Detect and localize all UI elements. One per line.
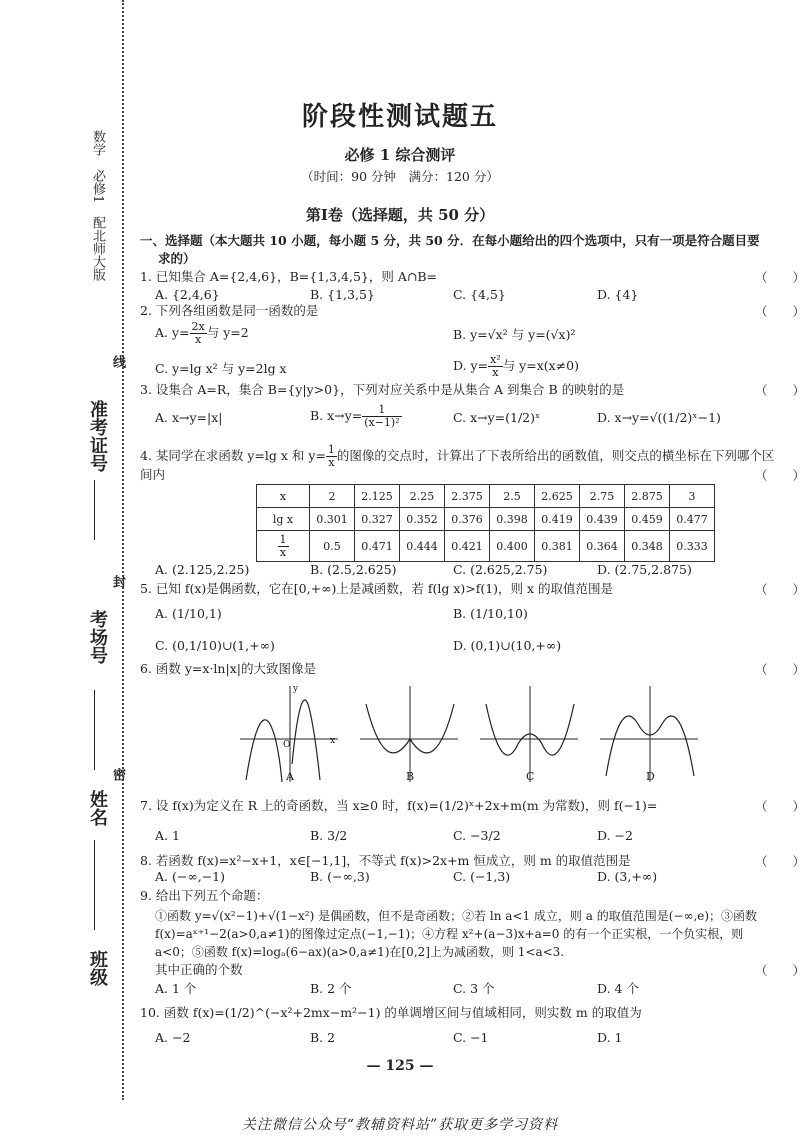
q5-stem: 5. 已知 f(x)是偶函数，它在[0,+∞)上是减函数，若 f(lg x)>f(1)，则 x 的取值范围是 xyxy=(140,581,614,596)
q4-value-table xyxy=(256,484,715,562)
side-edition: 数学 必修1 配北师大版 xyxy=(90,130,105,282)
q10-option-b[interactable]: B. 2 xyxy=(310,1030,336,1045)
table-cell: 0.400 xyxy=(490,531,535,562)
footer-note: 关注微信公众号“教辅资料站”获取更多学习资料 xyxy=(241,1117,559,1133)
table-cell: 0.439 xyxy=(580,508,625,531)
table-cell: 2.875 xyxy=(625,485,670,508)
q5-answer-paren[interactable]: （ ） xyxy=(755,582,805,597)
seal-secret-mark: 密 xyxy=(110,768,125,781)
table-cell: 2.5 xyxy=(490,485,535,508)
q6-stem: 6. 函数 y=x·ln|x|的大致图像是 xyxy=(140,661,316,676)
binding-dotted-line xyxy=(122,0,124,1100)
table-row-x xyxy=(257,485,715,508)
table-row-inverse xyxy=(257,531,715,562)
q2-option-d-fraction: $\frac{\text{x²}}{x}$ xyxy=(490,353,501,379)
q9-stem: 9. 给出下列五个命题： xyxy=(140,888,269,903)
table-cell: 2.625 xyxy=(535,485,580,508)
q6-answer-paren[interactable]: （ ） xyxy=(755,662,805,677)
q5-option-d[interactable]: D. (0,1)∪(10,+∞) xyxy=(453,638,562,653)
table-cell: 2 xyxy=(310,485,355,508)
field-name-line[interactable] xyxy=(94,840,95,930)
q1-option-d[interactable]: D. {4} xyxy=(597,287,639,302)
q2-option-b[interactable]: B. y=√x² 与 y=(√x)² xyxy=(453,327,576,342)
table-cell: 0.471 xyxy=(355,531,400,562)
q4-option-c[interactable]: C. (2.625,2.75) xyxy=(453,562,548,577)
table-cell: 2.75 xyxy=(580,485,625,508)
q7-option-a[interactable]: A. 1 xyxy=(155,828,180,843)
q9-answer-paren[interactable]: （ ） xyxy=(755,963,805,978)
q9-line-4: 其中正确的个数 xyxy=(155,962,243,977)
q8-answer-paren[interactable]: （ ） xyxy=(755,854,805,869)
q7-option-b[interactable]: B. 3/2 xyxy=(310,828,348,843)
q4-stem-fraction: $\frac{1}{x}$ xyxy=(327,443,335,469)
q6-label-d: D xyxy=(646,770,655,783)
q9-option-a[interactable]: A. 1 个 xyxy=(155,981,197,996)
table-cell: 0.459 xyxy=(625,508,670,531)
table-cell: 0.348 xyxy=(625,531,670,562)
q6-label-b: B xyxy=(406,770,415,783)
q6-graph-c[interactable] xyxy=(480,684,580,784)
q7-option-c[interactable]: C. −3/2 xyxy=(453,828,501,843)
q7-option-d[interactable]: D. −2 xyxy=(597,828,633,843)
field-room-label: 考场号 xyxy=(87,610,108,664)
q9-line-3: a<0；⑤函数 f(x)=logₐ(6−ax)(a>0,a≠1)在[0,2]上为减函数，则 1<a<3. xyxy=(155,945,565,959)
q9-option-b[interactable]: B. 2 个 xyxy=(310,981,352,996)
q3-option-d[interactable]: D. x→y=√((1/2)ˣ−1) xyxy=(597,410,721,425)
q1-stem: 1. 已知集合 A={2,4,6}，B={1,3,4,5}，则 A∩B= xyxy=(140,269,438,284)
table-cell: 0.333 xyxy=(670,531,715,562)
table-cell: 0.376 xyxy=(445,508,490,531)
q10-stem: 10. 函数 f(x)=(1/2)^(−x²+2mx−m²−1) 的单调增区间与值域相同，则实数 m 的取值为 xyxy=(140,1005,642,1020)
table-cell: 0.477 xyxy=(670,508,715,531)
table-cell: 0.381 xyxy=(535,531,580,562)
q2-answer-paren[interactable]: （ ） xyxy=(755,304,805,319)
q6-origin-label: O xyxy=(283,740,291,750)
q4-option-b[interactable]: B. (2.5,2.625) xyxy=(310,562,397,577)
q5-option-c[interactable]: C. (0,1/10)∪(1,+∞) xyxy=(155,638,275,653)
q2-option-c[interactable]: C. y=lg x² 与 y=2lg x xyxy=(155,361,287,376)
table-cell: $\frac{1}{x}$ xyxy=(257,531,310,562)
q5-option-b[interactable]: B. (1/10,10) xyxy=(453,606,528,621)
q3-stem: 3. 设集合 A=R，集合 B={y|y>0}，下列对应关系中是从集合 A 到集合 B 的映射的是 xyxy=(140,382,625,397)
q3-option-b[interactable]: B. x→y= $\frac{1}{\text{(x−1)²}}$ xyxy=(310,403,400,429)
q6-label-c: C xyxy=(526,770,535,783)
page-title: 阶段性测试题五 xyxy=(301,102,498,132)
q3-answer-paren[interactable]: （ ） xyxy=(755,383,805,398)
table-cell: 3 xyxy=(670,485,715,508)
q3-option-b-fraction: $\frac{1}{\text{(x−1)²}}$ xyxy=(364,403,400,429)
table-cell: 0.419 xyxy=(535,508,580,531)
field-name-label: 姓名 xyxy=(87,790,108,826)
q4-answer-paren[interactable]: （ ） xyxy=(755,468,805,483)
q2-option-a-fraction: $\frac{2x}{x}$ xyxy=(191,320,205,346)
q2-stem: 2. 下列各组函数是同一函数的是 xyxy=(140,303,319,318)
q3-option-c[interactable]: C. x→y=(1/2)ˣ xyxy=(453,410,541,425)
q9-line-2: f(x)=aˣ⁺¹−2(a>0,a≠1)的图像过定点(−1,−1)；④方程 x²+(a−3)x+a=0 的有一个正实根，一个负实根，则 xyxy=(155,927,744,941)
table-cell: 0.444 xyxy=(400,531,445,562)
q4-stem-line-1: 4. 某同学在求函数 y=lg x 和 y= $\frac{1}{x}$ 的图像的交点时，计算出了下表所给出的函数值，则交点的横坐标在下列哪个区 xyxy=(140,443,775,469)
binding-strip xyxy=(60,0,130,1100)
table-row-lg xyxy=(257,508,715,531)
q8-stem: 8. 若函数 f(x)=x²−x+1，x∈[−1,1]，不等式 f(x)>2x+m 恒成立，则 m 的取值范围是 xyxy=(140,853,631,868)
page-number: — 125 — xyxy=(366,1058,434,1074)
q4-stem-line-2: 间内 xyxy=(140,467,166,482)
q6-axis-x-label: x xyxy=(330,736,336,746)
q1-answer-paren[interactable]: （ ） xyxy=(755,270,805,285)
seal-line-mark: 线 xyxy=(110,355,125,368)
table-cell: x xyxy=(257,485,310,508)
q8-option-c[interactable]: C. (−1,3) xyxy=(453,869,511,884)
field-ticket-label: 准考证号 xyxy=(87,400,108,472)
q6-axis-y-label: y xyxy=(293,684,299,694)
table-cell: 0.327 xyxy=(355,508,400,531)
q7-answer-paren[interactable]: （ ） xyxy=(755,799,805,814)
table-cell: 0.5 xyxy=(310,531,355,562)
q6-label-a: A xyxy=(286,770,294,783)
seal-seal-mark: 封 xyxy=(110,575,125,588)
table-cell: lg x xyxy=(257,508,310,531)
q4-option-d[interactable]: D. (2.75,2.875) xyxy=(597,562,692,577)
q10-option-d[interactable]: D. 1 xyxy=(597,1030,623,1045)
q9-line-1: ①函数 y=√(x²−1)+√(1−x²) 是偶函数，但不是奇函数；②若 ln a<1 成立，则 a 的取值范围是(−∞,e)；③函数 xyxy=(155,909,758,923)
q8-option-a[interactable]: A. (−∞,−1) xyxy=(155,869,226,884)
q10-option-a[interactable]: A. −2 xyxy=(155,1030,191,1045)
table-cell: 0.352 xyxy=(400,508,445,531)
table-cell: 0.398 xyxy=(490,508,535,531)
q5-option-a[interactable]: A. (1/10,1) xyxy=(155,606,222,621)
q1-option-c[interactable]: C. {4,5} xyxy=(453,287,506,302)
q9-option-d[interactable]: D. 4 个 xyxy=(597,981,639,996)
exam-meta: （时间：90 分钟 满分：120 分） xyxy=(301,169,499,184)
field-room-line[interactable] xyxy=(94,690,95,770)
q9-option-c[interactable]: C. 3 个 xyxy=(453,981,495,996)
q6-graph-d[interactable] xyxy=(600,684,700,784)
table-cell: 2.125 xyxy=(355,485,400,508)
q2-option-a[interactable]: A. y= $\frac{2x}{x}$ 与 y=2 xyxy=(155,320,249,346)
instructions-line-1: 一、选择题（本大题共 10 小题，每小题 5 分，共 50 分．在每小题给出的四个选项中，只有一项是符合题目要 xyxy=(140,233,760,248)
field-class-label: 班级 xyxy=(87,950,108,986)
table-cell: 2.375 xyxy=(445,485,490,508)
q8-option-b[interactable]: B. (−∞,3) xyxy=(310,869,370,884)
q1-option-b[interactable]: B. {1,3,5} xyxy=(310,287,375,302)
q10-option-c[interactable]: C. −1 xyxy=(453,1030,489,1045)
q1-option-a[interactable]: A. {2,4,6} xyxy=(155,287,220,302)
q3-option-a[interactable]: A. x→y=|x| xyxy=(155,410,223,425)
q6-graph-a[interactable] xyxy=(240,684,340,784)
table-cell: 0.364 xyxy=(580,531,625,562)
section-heading: 第Ⅰ卷（选择题，共 50 分） xyxy=(305,206,495,224)
field-ticket-line[interactable] xyxy=(94,480,95,540)
instructions-line-2: 求的） xyxy=(158,251,196,266)
q6-graph-b[interactable] xyxy=(360,684,460,784)
page-subtitle: 必修 1 综合测评 xyxy=(344,146,456,164)
q4-option-a[interactable]: A. (2.125,2.25) xyxy=(155,562,250,577)
q2-option-d[interactable]: D. y= $\frac{\text{x²}}{x}$ 与 y=x(x≠0) xyxy=(453,353,579,379)
table-cell: 0.301 xyxy=(310,508,355,531)
q7-stem: 7. 设 f(x)为定义在 R 上的奇函数，当 x≥0 时，f(x)=(1/2)ˣ+2x+m(m 为常数)，则 f(−1)= xyxy=(140,798,658,813)
q8-option-d[interactable]: D. (3,+∞) xyxy=(597,869,658,884)
table-cell: 0.421 xyxy=(445,531,490,562)
table-cell: 2.25 xyxy=(400,485,445,508)
